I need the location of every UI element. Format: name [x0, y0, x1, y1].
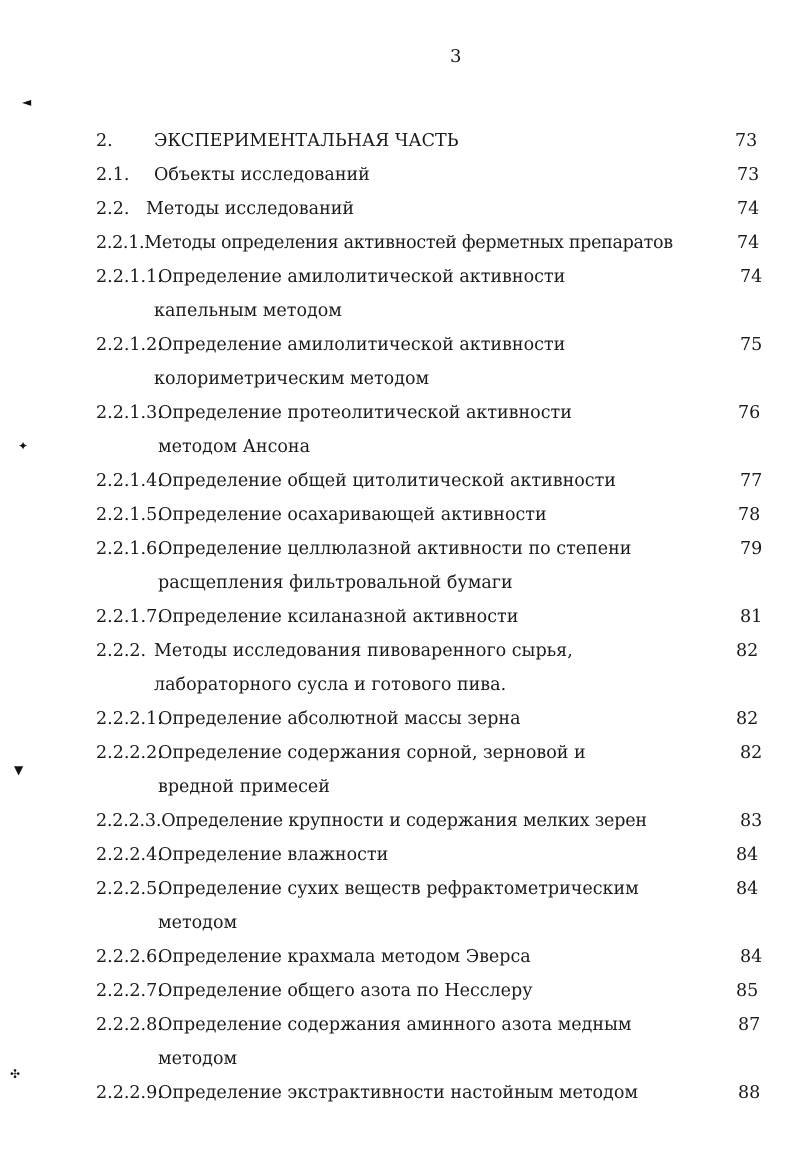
toc-entry-title: Определение содержания аминного азота медным: [158, 1015, 632, 1035]
toc-entry-title: Определение осахаривающей активности: [158, 505, 547, 525]
toc-entry: [96, 334, 565, 356]
toc-entry-title: Определение амилолитической активности: [158, 267, 566, 287]
toc-entry: [96, 980, 533, 1002]
toc-entry-page: 74: [737, 199, 760, 219]
toc-entry-title: Определение крупности и содержания мелких зерен: [161, 811, 647, 831]
toc-entry-page: 74: [740, 267, 763, 287]
toc-entry-number: 2.2.1.6.: [96, 539, 163, 559]
toc-entry-number: 2.2.: [96, 199, 130, 219]
toc-entry: [96, 538, 631, 560]
toc-entry-page: 81: [740, 607, 763, 627]
toc-entry: [96, 810, 647, 832]
toc-entry-page: 79: [740, 539, 763, 559]
toc-entry-title: Методы исследования пивоваренного сырья,: [154, 641, 573, 661]
toc-entry-continuation: методом: [158, 913, 238, 933]
toc-entry-page: 82: [740, 743, 763, 763]
toc-entry-number: 2.2.2.9.: [96, 1083, 163, 1103]
toc-entry-continuation: капельным методом: [154, 301, 342, 321]
toc-entry: [96, 606, 518, 628]
toc-entry-page: 77: [740, 471, 763, 491]
toc-entry: [96, 844, 388, 866]
toc-entry-title: Определение целлюлазной активности по степени: [158, 539, 632, 559]
toc-entry-number: 2.2.2.8.: [96, 1015, 163, 1035]
toc-entry-number: 2.2.2.5.: [96, 879, 163, 899]
scan-speck: ▼: [14, 763, 24, 777]
toc-entry: [96, 266, 565, 288]
toc-entry-title: Определение крахмала методом Эверса: [158, 947, 531, 967]
toc-entry-number: 2.2.2.: [96, 641, 147, 661]
toc-entry-number: 2.2.1.3.: [96, 403, 163, 423]
page-number: 3: [450, 46, 462, 67]
toc-entry-title: Определение содержания сорной, зерновой и: [158, 743, 586, 763]
toc-entry: [96, 1014, 632, 1036]
toc-entry-page: 84: [740, 947, 763, 967]
toc-entry-continuation: лабораторного сусла и готового пива.: [154, 675, 507, 695]
toc-entry-continuation: колориметрическим методом: [154, 369, 430, 389]
toc-entry-title: Методы исследований: [146, 199, 355, 219]
toc-entry-number: 2.2.1.4.: [96, 471, 163, 491]
toc-entry-title: Определение абсолютной массы зерна: [158, 709, 521, 729]
toc-entry-page: 82: [736, 709, 759, 729]
toc-entry-number: 2.2.2.6.: [96, 947, 163, 967]
toc-entry-number: 2.2.1.5.: [96, 505, 163, 525]
scan-speck: ◄: [22, 95, 32, 109]
toc-entry-continuation: расщепления фильтровальной бумаги: [158, 573, 513, 593]
toc-entry-page: 85: [736, 981, 759, 1001]
scan-speck: ✦: [18, 439, 29, 453]
toc-entry-title: Определение протеолитической активности: [158, 403, 572, 423]
toc-entry-continuation: методом Ансона: [158, 437, 311, 457]
toc-entry-page: 82: [736, 641, 759, 661]
toc-entry: [96, 1082, 638, 1104]
toc-entry-page: 73: [735, 131, 758, 151]
toc-entry-title: Определение амилолитической активности: [158, 335, 566, 355]
toc-entry-number: 2.: [96, 131, 113, 151]
toc-entry-continuation: методом: [158, 1049, 238, 1069]
toc-entry: [96, 402, 572, 424]
toc-entry-continuation: вредной примесей: [158, 777, 330, 797]
toc-entry-number: 2.2.2.1.: [96, 709, 163, 729]
toc-entry-number: 2.2.1.1.: [96, 267, 163, 287]
toc-entry-title: Определение общего азота по Несслеру: [158, 981, 533, 1001]
toc-entry: [96, 946, 531, 968]
toc-entry-title: Определение общей цитолитической активности: [158, 471, 616, 491]
toc-entry-page: 78: [738, 505, 761, 525]
toc-entry-title: Объекты исследований: [154, 165, 370, 185]
toc-entry-title: Определение влажности: [158, 845, 389, 865]
toc-entry-number: 2.2.2.7.: [96, 981, 163, 1001]
toc-entry-number: 2.2.1.: [96, 233, 145, 253]
toc-entry-page: 88: [738, 1083, 761, 1103]
toc-entry-page: 84: [736, 845, 759, 865]
toc-entry-number: 2.2.2.2.: [96, 743, 163, 763]
toc-entry-title: Определение экстрактивности настойным методом: [158, 1083, 638, 1103]
toc-entry-page: 87: [738, 1015, 761, 1035]
toc-entry: [96, 878, 639, 900]
toc-entry: [96, 164, 370, 186]
toc-entry-page: 84: [736, 879, 759, 899]
toc-entry-title: Определение сухих веществ рефрактометрическим: [158, 879, 639, 899]
toc-entry-number: 2.2.2.4.: [96, 845, 163, 865]
toc-entry-page: 74: [737, 233, 760, 253]
toc-entry-title: Методы определения активностей ферметных препаратов: [144, 233, 673, 253]
toc-entry: [96, 232, 673, 254]
toc-entry: [96, 130, 459, 152]
toc-entry-page: 75: [740, 335, 763, 355]
toc-entry-page: 73: [737, 165, 760, 185]
toc-entry-number: 2.2.1.7.: [96, 607, 163, 627]
toc-entry-number: 2.2.1.2.: [96, 335, 163, 355]
toc-entry: [96, 742, 586, 764]
toc-entry-page: 83: [740, 811, 763, 831]
toc-entry-number: 2.1.: [96, 165, 130, 185]
toc-entry-number: 2.2.2.3.: [96, 811, 162, 831]
toc-entry-title: Определение ксиланазной активности: [158, 607, 519, 627]
toc-entry-title: ЭКСПЕРИМЕНТАЛЬНАЯ ЧАСТЬ: [154, 131, 459, 151]
toc-entry: [96, 198, 354, 220]
toc-entry-page: 76: [738, 403, 761, 423]
scan-speck: ✣: [10, 1067, 21, 1081]
toc-entry: [96, 640, 573, 662]
toc-entry: [96, 504, 547, 526]
toc-entry: [96, 470, 616, 492]
toc-entry: [96, 708, 521, 730]
